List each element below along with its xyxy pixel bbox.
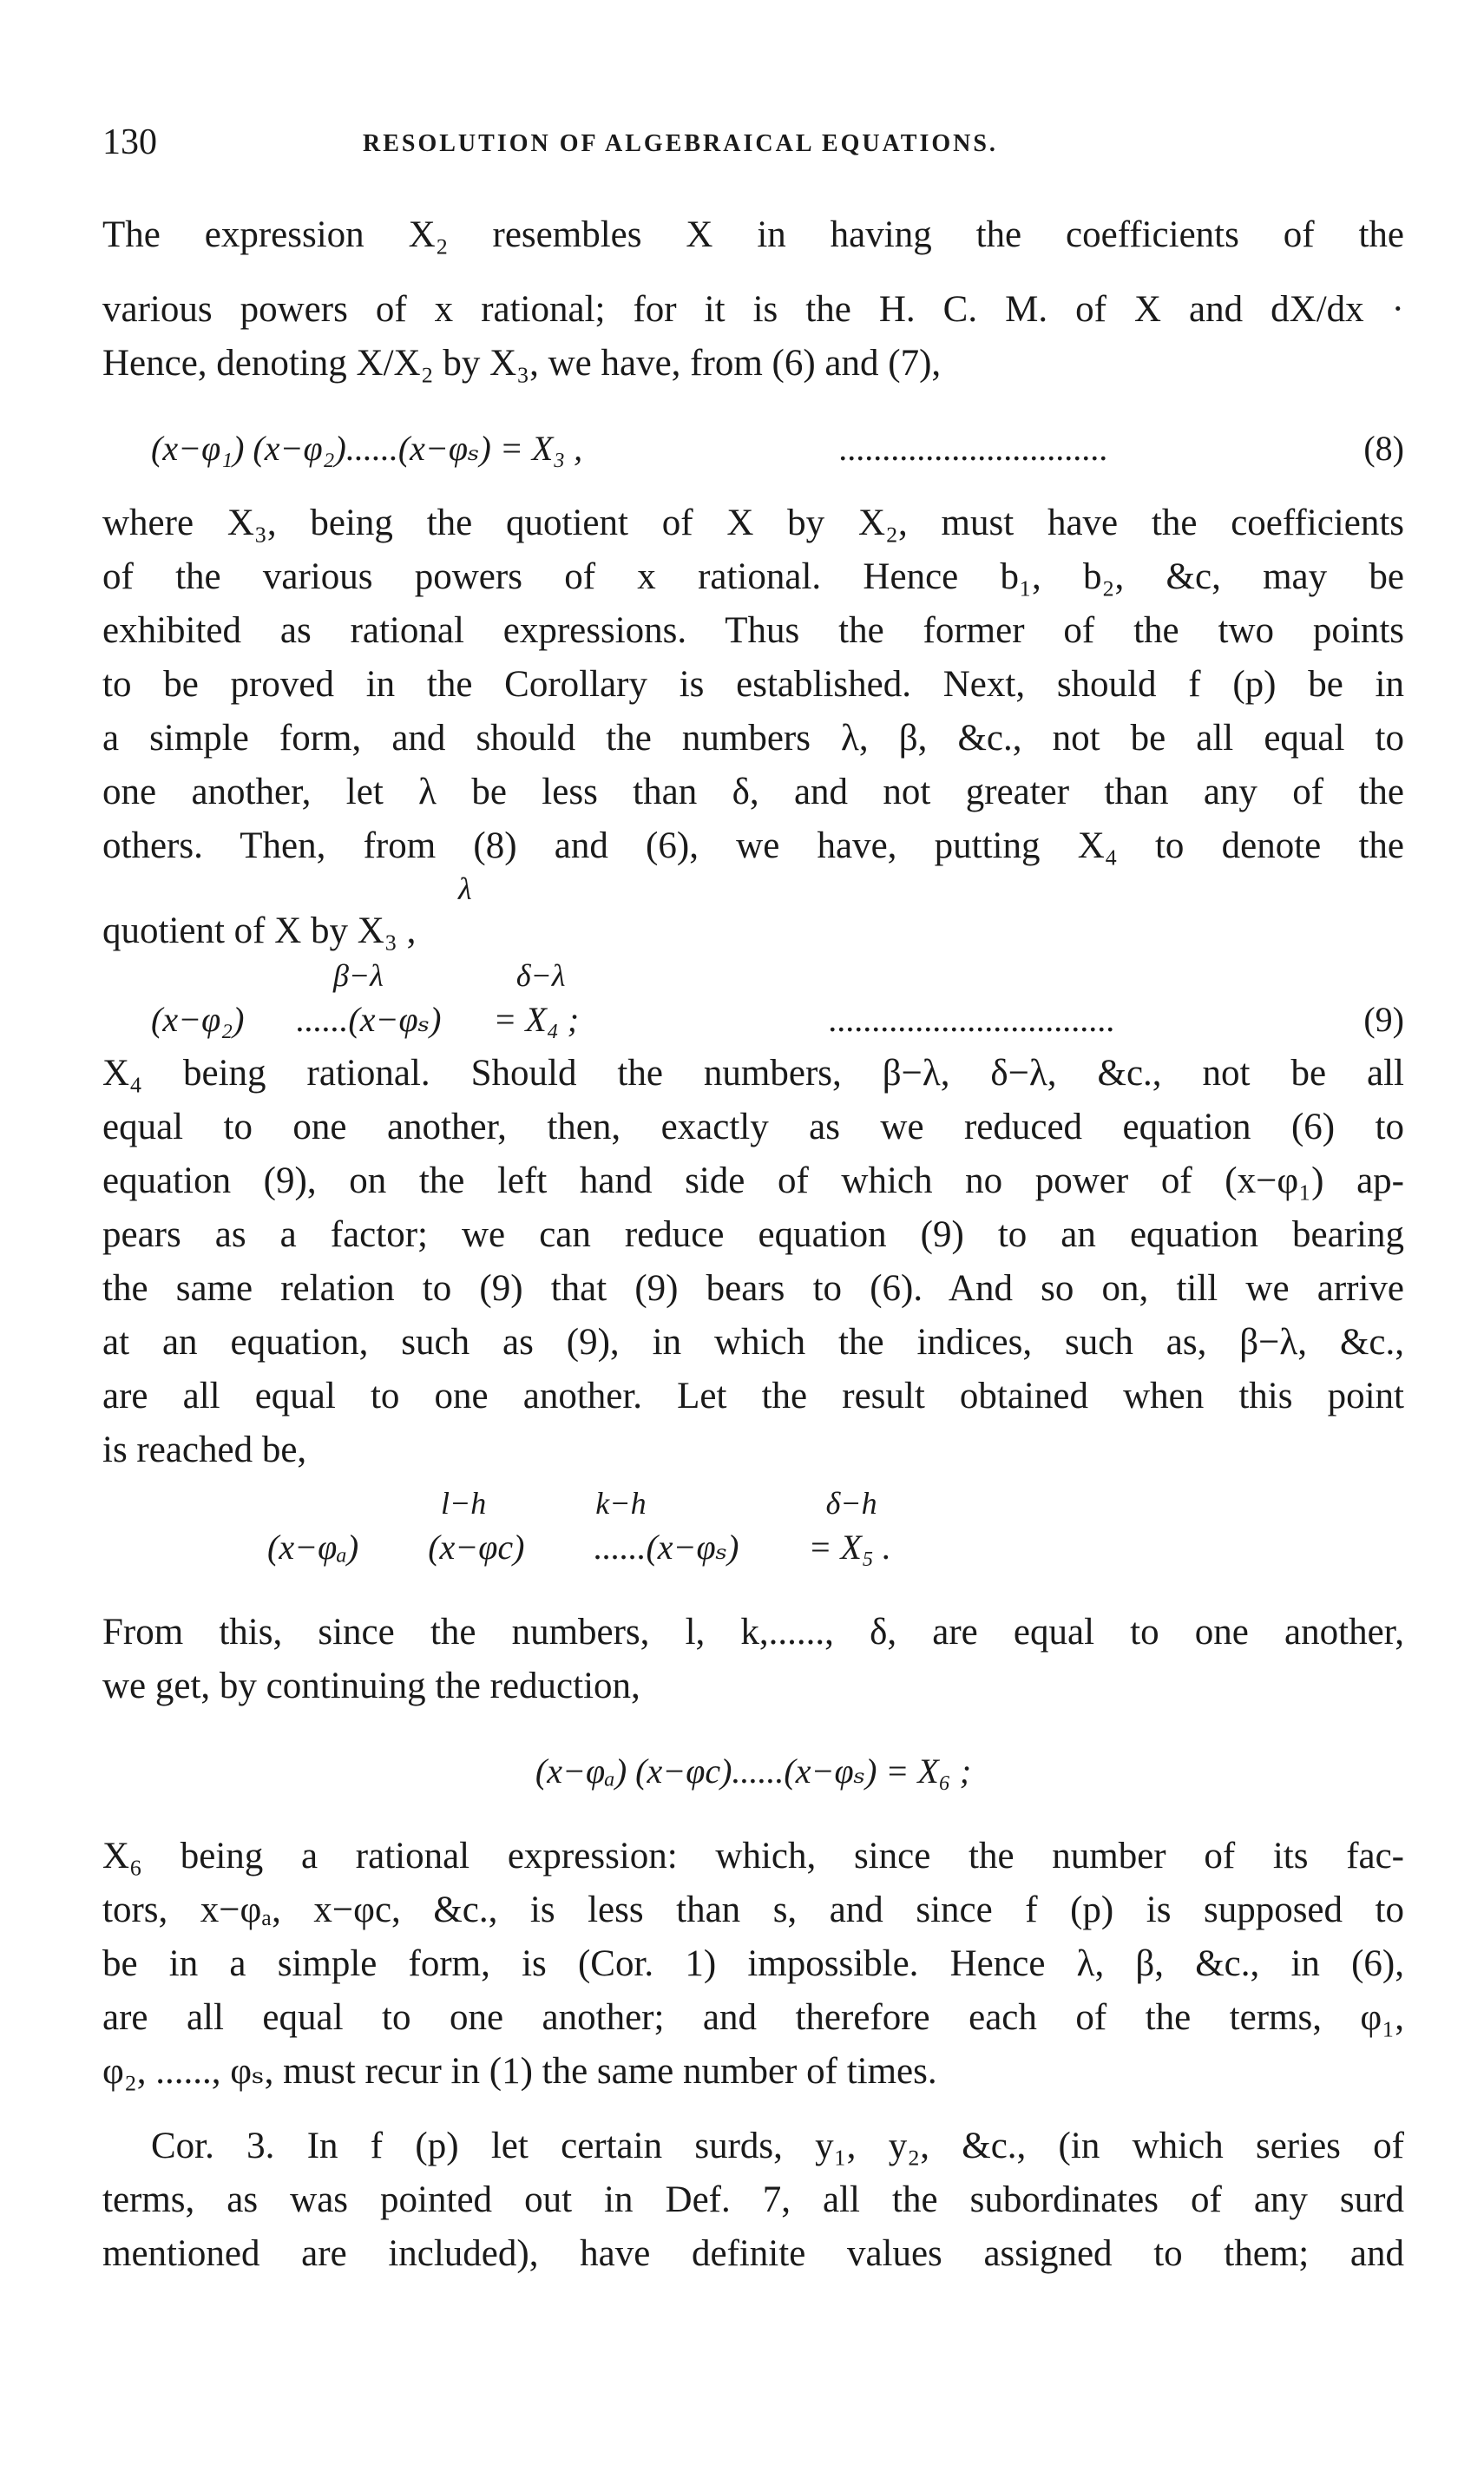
book-page xyxy=(102,122,1404,2281)
equation-11: (x−φₐ) (x−φc)......(x−φₛ) = X₆ ; xyxy=(535,1752,972,1791)
text-line: at an equation, such as (9), in which the indices, such as, β−λ, &c., xyxy=(102,1322,1404,1363)
equation-10-exponents: l−h k−h δ−h xyxy=(441,1486,877,1521)
text-line: are all equal to one another. Let the result obtained when this point xyxy=(102,1376,1404,1416)
equation-9-number: (9) xyxy=(1363,1000,1404,1039)
text-line: exhibited as rational expressions. Thus the former of the two points xyxy=(102,610,1404,651)
paragraph-6 xyxy=(102,2120,1404,2281)
equation-9-exponents: β−λ δ−λ xyxy=(333,958,566,993)
text-line: we get, by continuing the reduction, xyxy=(102,1666,640,1706)
text-line: a simple form, and should the numbers λ, β, &c., not be all equal to xyxy=(102,718,1404,759)
paragraph-2 xyxy=(102,496,1404,958)
equation-10 xyxy=(102,1486,1404,1574)
text-line: The expression X₂ resembles X in having the coefficients of the xyxy=(102,214,1404,255)
page-header xyxy=(102,122,1404,174)
running-title: RESOLUTION OF ALGEBRAICAL EQUATIONS. xyxy=(363,130,998,157)
text-line: tors, x−φₐ, x−φc, &c., is less than s, and since f (p) is supposed to xyxy=(102,1890,1404,1930)
equation-8-lhs: (x−φ₁) (x−φ₂)......(x−φₛ) = X₃ , xyxy=(151,429,583,468)
paragraph-4 xyxy=(102,1606,1404,1713)
text-line: Hence, denoting X/X₂ by X₃, we have, from (6) and (7), xyxy=(102,343,942,384)
text-line: to be proved in the Corollary is established. Next, should f (p) be in xyxy=(102,664,1404,705)
exponent-lambda: λ xyxy=(458,871,472,906)
equation-9 xyxy=(102,958,1404,1047)
equation-10-lhs: (x−φₐ) (x−φc) ......(x−φₛ) = X₅ . xyxy=(267,1528,891,1567)
equation-8-number: (8) xyxy=(1363,429,1404,468)
text-line: are all equal to one another; and therefore each of the terms, φ₁, xyxy=(102,1997,1404,2038)
text-line: mentioned are included), have definite values assigned to them; and xyxy=(102,2233,1404,2274)
equation-9-row xyxy=(151,993,1404,1047)
text-line: of the various powers of x rational. Hence b₁, b₂, &c, may be xyxy=(102,556,1404,597)
text-line: φ₂, ......, φₛ, must recur in (1) the same number of times. xyxy=(102,2051,937,2092)
paragraph-3 xyxy=(102,1047,1404,1477)
text-line: is reached be, xyxy=(102,1430,307,1470)
text-line: equal to one another, then, exactly as we reduced equation (6) to xyxy=(102,1107,1404,1147)
text-line: X₆ being a rational expression: which, since the number of its fac- xyxy=(102,1836,1404,1876)
text-line: be in a simple form, is (Cor. 1) impossible. Hence λ, β, &c., in (6), xyxy=(102,1943,1404,1984)
text-line: the same relation to (9) that (9) bears to (6). And so on, till we arrive xyxy=(102,1268,1404,1309)
text-line: others. Then, from (8) and (6), we have, putting X₄ to denote the xyxy=(102,825,1404,866)
text-line: equation (9), on the left hand side of which no power of (x−φ₁) ap- xyxy=(102,1160,1404,1201)
text-line: Cor. 3. In f (p) let certain surds, y₁, y₂, &c., (in which series of xyxy=(151,2126,1404,2166)
text-line: X₄ being rational. Should the numbers, β−λ, δ−λ, &c., not be all xyxy=(102,1053,1404,1094)
equation-9-dots: ................................. xyxy=(828,1000,1115,1039)
text-line: terms, as was pointed out in Def. 7, all the subordinates of any surd xyxy=(102,2179,1404,2220)
text-line: where X₃, being the quotient of X by X₂, must have the coefficients xyxy=(102,503,1404,543)
text-line: various powers of x rational; for it is the H. C. M. of X and dX/dx · xyxy=(102,289,1404,330)
paragraph-5 xyxy=(102,1830,1404,2099)
text-line: quotient of X by X₃ , xyxy=(102,910,417,951)
paragraph-1 xyxy=(102,208,1404,391)
text-line: one another, let λ be less than δ, and not greater than any of the xyxy=(102,772,1404,812)
text-line: From this, since the numbers, l, k,......, δ, are equal to one another, xyxy=(102,1612,1404,1653)
equation-8 xyxy=(102,422,1404,476)
equation-9-lhs: (x−φ₂) ......(x−φₛ) = X₄ ; xyxy=(151,1000,580,1039)
equation-8-dots: ............................... xyxy=(838,429,1108,468)
text-line: pears as a factor; we can reduce equation (9) to an equation bearing xyxy=(102,1214,1404,1255)
page-number: 130 xyxy=(102,122,157,162)
